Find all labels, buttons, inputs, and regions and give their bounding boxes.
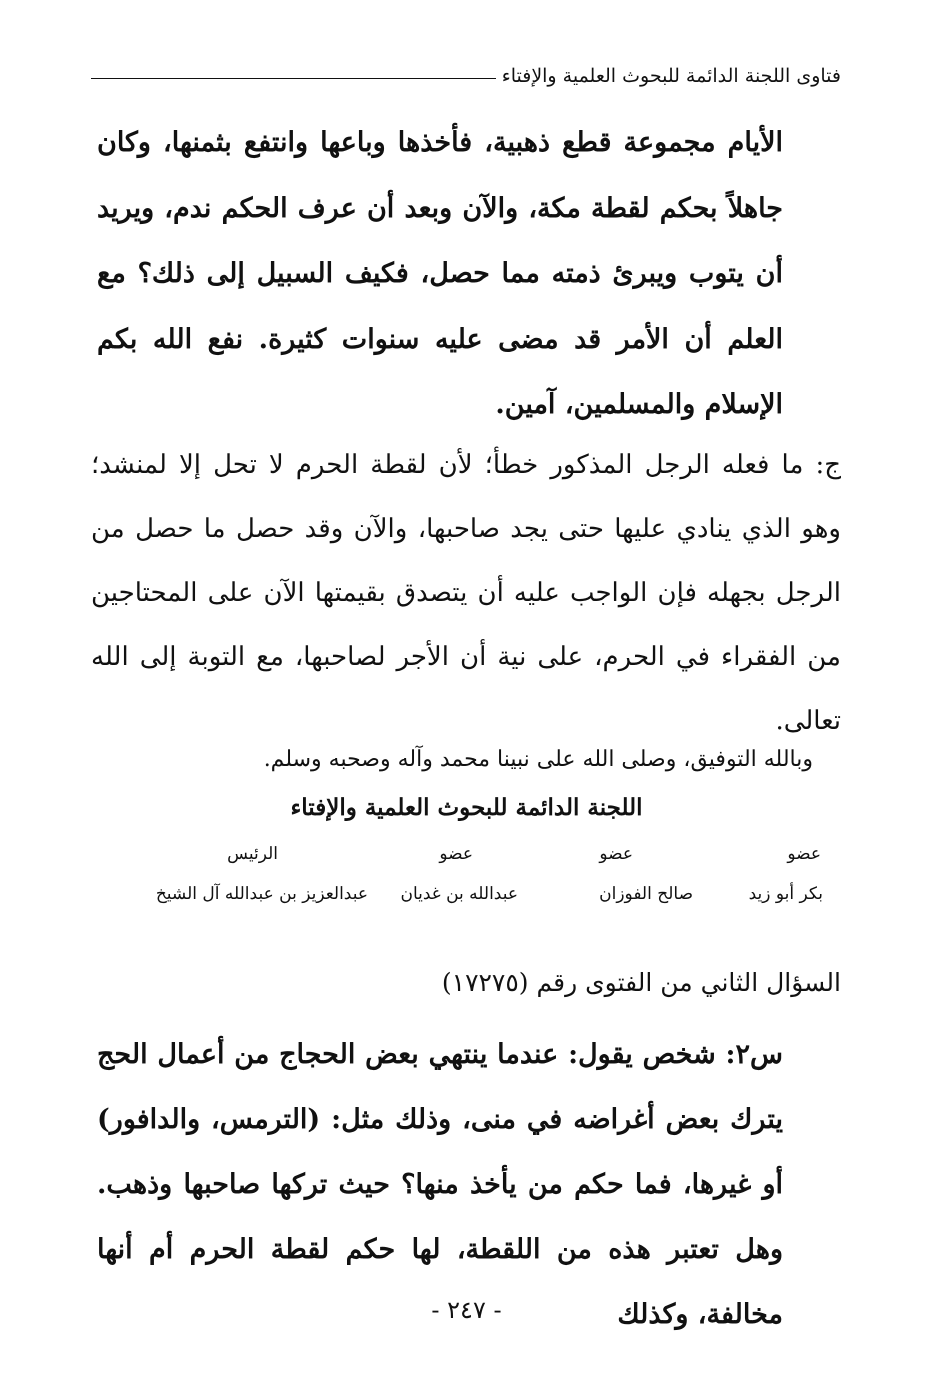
- member-name-1: بكر أبو زيد: [748, 884, 823, 904]
- page-number: - ٢٤٧ -: [431, 1296, 502, 1324]
- member-name-3: عبدالله بن غديان: [400, 884, 518, 904]
- member-role-3: عضو: [439, 844, 473, 864]
- running-title: فتاوى اللجنة الدائمة للبحوث العلمية والإفتاء: [501, 65, 841, 87]
- header-rule: [91, 78, 496, 79]
- answer-1: ج: ما فعله الرجل المذكور خطأ؛ لأن لقطة الحرم لا تحل إلا لمنشد؛ وهو الذي ينادي عليها حتى يجد صاحبها، والآن وقد حصل ما حصل من الرجل بجهله فإن الواجب عليه أن يتصدق بقيمتها الآن على المحتاجين من الفقراء في الحرم، على نية أن الأجر لصاحبها، مع التوبة إلى الله تعالى.: [91, 450, 841, 736]
- committee-title: اللجنة الدائمة للبحوث العلمية والإفتاء: [290, 794, 643, 821]
- question-2-text: س٢: شخص يقول: عندما ينتهي بعض الحجاج من أعمال الحج يترك بعض أغراضه في منى، وذلك مثل: (الترمس، والدافور) أو غيرها، فما حكم من يأخذ منها؟ حيث تركها صاحبها وذهب. وهل تعتبر هذه من اللقطة، لها حكم لقطة الحرم أم أنها مخالفة، وكذلك: [97, 1039, 783, 1330]
- member-name-2: صالح الفوزان: [599, 884, 693, 904]
- running-header: [91, 62, 841, 90]
- member-role-1: عضو: [787, 844, 821, 864]
- question-1-continued: الأيام مجموعة قطع ذهبية، فأخذها وباعها وانتفع بثمنها، وكان جاهلاً بحكم لقطة مكة، والآن وبعد أن عرف الحكم ندم، ويريد أن يتوب ويبرئ ذمته مما حصل، فكيف السبيل إلى ذلك؟ مع العلم أن الأمر قد مضى عليه سنوات كثيرة. نفع الله بكم الإسلام والمسلمين، آمين.: [97, 127, 783, 420]
- member-role-2: عضو: [599, 844, 633, 864]
- question-2-heading: السؤال الثاني من الفتوى رقم (١٧٢٧٥): [441, 968, 841, 997]
- member-name-4: عبدالعزيز بن عبدالله آل الشيخ: [155, 884, 368, 904]
- member-role-4: الرئيس: [227, 844, 278, 864]
- closing-formula: وبالله التوفيق، وصلى الله على نبينا محمد وآله وصحبه وسلم.: [263, 747, 813, 772]
